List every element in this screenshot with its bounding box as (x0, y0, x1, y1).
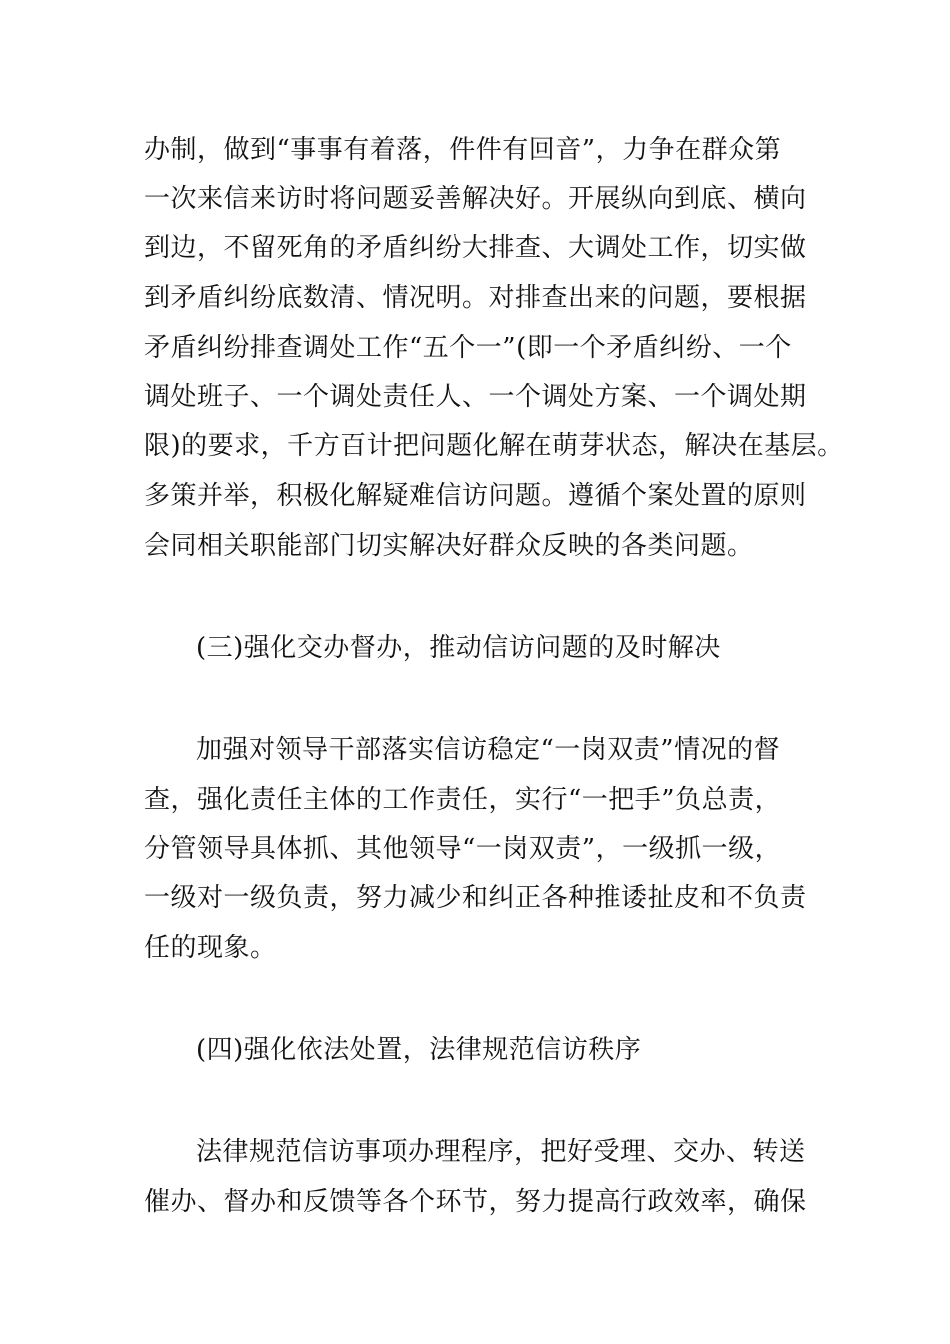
text-line: 调处班子、一个调处责任人、一个调处方案、一个调处期 (144, 382, 807, 412)
text-line: 办制，做到“事事有着落，件件有回音”，力争在群众第 (144, 135, 782, 165)
text-line: 到边，不留死角的矛盾纠纷大排查、大调处工作，切实做 (144, 233, 807, 263)
text-line: 限)的要求，千方百计把问题化解在萌芽状态，解决在基层。 (144, 431, 844, 461)
text-line: 矛盾纠纷排查调处工作“五个一”(即一个矛盾纠纷、一个 (144, 333, 792, 363)
text-line: 法律规范信访事项办理程序，把好受理、交办、转送 (196, 1137, 806, 1167)
text-line: 加强对领导干部落实信访稳定“一岗双责”情况的督 (196, 735, 781, 765)
text-line: 会同相关职能部门切实解决好群众反映的各类问题。 (144, 531, 754, 561)
text-line: 催办、督办和反馈等各个环节，努力提高行政效率，确保 (144, 1187, 807, 1217)
section-heading-4: (四)强化依法处置，法律规范信访秩序 (196, 1035, 642, 1065)
text-line: 分管领导具体抓、其他领导“一岗双责”，一级抓一级， (144, 834, 782, 864)
text-line: 查，强化责任主体的工作责任，实行“一把手”负总责， (144, 785, 782, 815)
text-line: 一次来信来访时将问题妥善解决好。开展纵向到底、横向 (144, 184, 807, 214)
text-line: 一级对一级负责，努力减少和纠正各种推诿扯皮和不负责 (144, 883, 807, 913)
text-line: 多策并举，积极化解疑难信访问题。遵循个案处置的原则 (144, 481, 807, 511)
text-line: 到矛盾纠纷底数清、情况明。对排查出来的问题，要根据 (144, 283, 807, 313)
text-line: 任的现象。 (144, 933, 277, 963)
section-heading-3: (三)强化交办督办，推动信访问题的及时解决 (196, 633, 721, 663)
